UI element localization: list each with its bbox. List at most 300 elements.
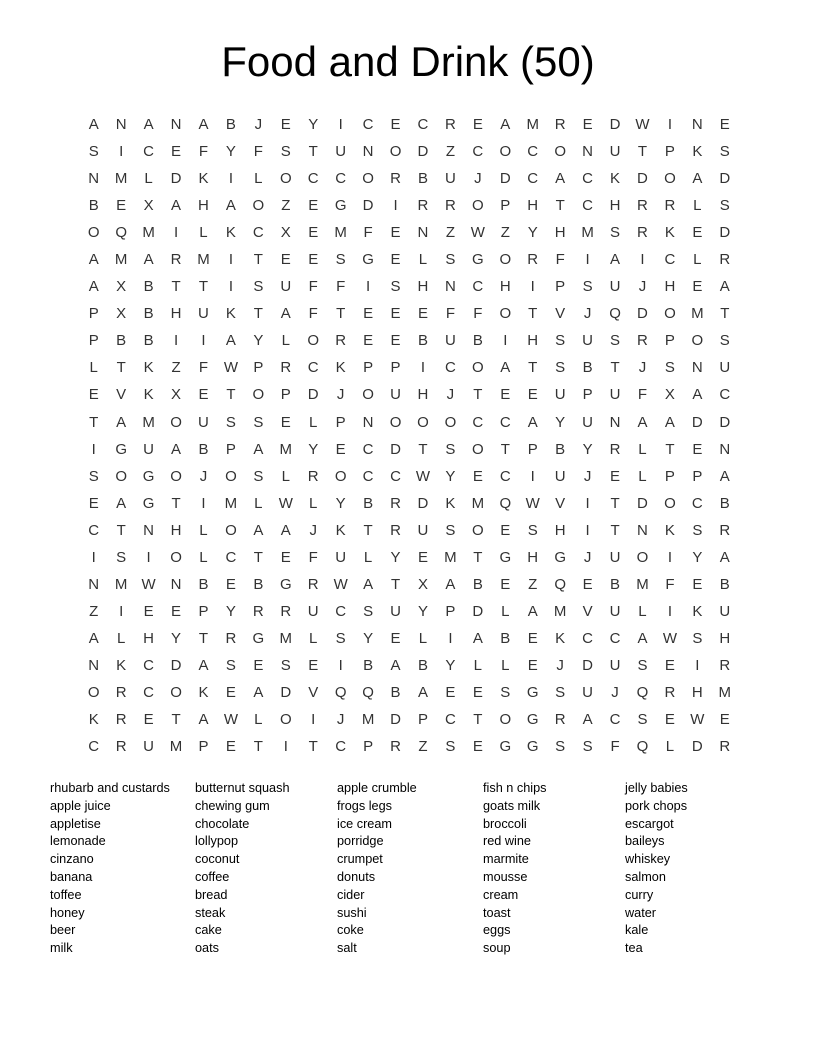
grid-cell: N [719,440,731,458]
grid-cell: J [583,467,592,485]
grid-cell: S [253,467,264,485]
grid-cell: Z [171,359,181,377]
grid-cell: U [198,413,209,431]
word-list-item: ice cream [337,816,392,831]
grid-cell: R [664,197,676,215]
grid-cell: U [307,602,319,620]
grid-cell: K [664,521,675,539]
grid-cell: O [472,359,484,377]
grid-cell: C [88,521,100,539]
grid-cell: A [143,116,154,134]
grid-cell: E [610,467,621,485]
grid-cell: G [472,251,484,269]
grid-cell: T [198,629,209,647]
grid-cell: F [665,575,675,593]
grid-cell: R [554,116,566,134]
grid-row [80,381,739,408]
grid-cell: F [308,278,318,296]
grid-cell: J [254,116,263,134]
word-list-item: marmite [483,852,529,867]
word-list-item: salt [337,941,357,956]
grid-cell: R [554,711,566,729]
grid-cell: C [362,440,374,458]
grid-cell: S [335,251,346,269]
grid-cell: S [719,143,730,161]
word-list-item: beer [50,923,76,938]
grid-cell: A [280,305,291,323]
grid-cell: E [280,548,291,566]
grid-cell: P [198,738,209,756]
grid-cell: N [637,521,648,539]
grid-cell: U [609,602,621,620]
grid-cell: X [171,386,182,404]
grid-cell: I [173,332,179,350]
grid-cell: O [225,467,237,485]
word-list-item: toast [483,905,511,920]
grid-cell: U [719,359,731,377]
grid-cell: L [116,629,126,647]
grid-cell: G [142,467,155,485]
word-list-item: rhubarb and custards [50,781,170,795]
word-list-item: lemonade [50,834,106,849]
grid-cell: P [664,332,675,350]
grid-cell: K [198,170,209,188]
grid-cell: E [719,116,730,134]
grid-cell: A [500,359,511,377]
grid-cell: A [390,656,401,674]
grid-cell: Y [582,440,593,458]
grid-cell: J [611,684,619,701]
grid-cell: L [254,494,263,512]
grid-cell: U [609,278,621,296]
grid-cell: X [417,575,428,593]
grid-cell: T [336,305,346,323]
grid-cell: R [335,332,347,350]
grid-cell: W [470,224,485,242]
grid-cell: I [283,738,288,756]
word-list [50,780,765,958]
grid-cell: H [499,278,511,296]
grid-cell: I [667,116,672,134]
grid-cell: D [390,440,401,458]
grid-cell: N [170,116,182,134]
grid-cell: L [501,602,510,620]
grid-cell: L [309,629,318,647]
grid-cell: E [390,629,401,647]
grid-cell: X [280,224,291,242]
grid-cell: R [664,684,676,701]
grid-cell: N [609,413,621,431]
grid-cell: I [119,602,124,620]
grid-cell: U [444,170,456,188]
grid-cell: M [279,440,293,458]
grid-cell: I [667,548,672,566]
grid-cell: O [170,413,182,431]
grid-cell: R [390,738,401,756]
grid-cell: R [307,467,319,485]
grid-cell: L [281,467,290,485]
grid-cell: T [418,440,428,458]
grid-cell: T [500,440,510,458]
grid-cell: A [637,629,648,647]
grid-cell: E [500,575,511,593]
grid-cell: D [637,305,648,323]
grid-cell: R [719,251,731,269]
grid-cell: J [583,305,592,323]
grid-cell: C [143,684,155,701]
grid-cell: S [664,359,675,377]
grid-cell: U [582,413,594,431]
grid-cell: Y [225,143,236,161]
grid-cell: N [115,116,127,134]
grid-cell: D [170,170,182,188]
grid-cell: P [692,467,703,485]
grid-cell: G [499,738,512,756]
grid-cell: P [527,440,538,458]
grid-cell: I [695,656,700,674]
grid-cell: I [640,251,645,269]
grid-cell: A [527,413,538,431]
grid-cell: F [637,386,648,404]
grid-cell: R [252,602,264,620]
grid-cell: Z [445,143,455,161]
grid-cell: O [691,332,704,350]
word-list-item: coffee [195,869,230,884]
grid-cell: E [500,386,511,404]
grid-cell: I [91,440,96,458]
grid-cell: U [609,656,621,674]
word-list-item: fish n chips [483,781,547,795]
grid-cell: O [664,170,676,188]
word-list-item: steak [195,905,226,920]
grid-cell: O [417,413,429,431]
grid-cell: N [444,278,456,296]
grid-cell: C [582,197,594,215]
grid-cell: Q [636,684,649,701]
grid-cell: A [527,602,538,620]
grid-cell: Z [89,602,99,620]
grid-cell: A [472,629,483,647]
grid-cell: G [526,738,539,756]
grid-cell: D [582,656,594,674]
grid-cell: C [527,170,539,188]
grid-cell: H [719,629,731,647]
grid-cell: Y [171,629,182,647]
grid-cell: T [528,305,538,323]
grid-cell: W [141,575,156,593]
grid-cell: M [114,251,128,269]
grid-cell: U [390,386,401,404]
grid-cell: T [171,711,181,729]
grid-cell: E [692,575,703,593]
grid-cell: C [390,467,401,485]
grid-cell: M [114,170,128,188]
grid-cell: A [88,116,99,134]
grid-cell: R [719,521,731,539]
word-list-item: appletise [50,816,101,831]
grid-cell: X [116,278,127,296]
grid-cell: O [170,684,182,701]
grid-cell: I [667,602,672,620]
grid-cell: O [362,170,374,188]
word-list-item: donuts [337,869,376,884]
grid-row [80,219,739,246]
grid-cell: F [336,278,346,296]
grid-cell: B [143,278,154,296]
word-list-item: coconut [195,852,240,867]
grid-cell: P [253,359,264,377]
grid-cell: K [143,359,154,377]
grid-cell: P [664,143,675,161]
grid-cell: Y [335,494,346,512]
grid-cell: O [170,467,182,485]
grid-row [80,111,739,138]
grid-cell: L [281,332,290,350]
grid-cell: L [89,359,98,377]
grid-cell: T [308,143,318,161]
grid-cell: C [582,170,594,188]
grid-cell: N [88,575,100,593]
grid-cell: S [610,224,621,242]
grid-cell: D [472,602,484,620]
grid-cell: O [115,467,127,485]
grid-cell: C [88,738,100,756]
grid-cell: M [169,738,183,756]
grid-cell: Q [115,224,127,242]
grid-cell: K [116,656,127,674]
grid-cell: T [390,575,401,593]
grid-cell: C [719,386,731,404]
grid-cell: D [417,494,429,512]
word-list-column [483,780,625,958]
grid-cell: T [363,521,373,539]
grid-cell: C [362,467,374,485]
grid-cell: O [664,305,676,323]
grid-cell: G [252,629,265,647]
grid-cell: L [638,602,647,620]
grid-cell: H [143,629,155,647]
grid-cell: N [88,656,100,674]
grid-cell: D [719,170,731,188]
grid-cell: U [582,684,594,701]
grid-cell: H [527,548,539,566]
grid-cell: S [335,629,346,647]
grid-cell: B [472,575,483,593]
grid-cell: E [308,656,319,674]
grid-cell: I [228,278,233,296]
grid-cell: K [692,143,703,161]
grid-cell: Q [554,575,566,593]
grid-cell: M [142,224,155,242]
grid-cell: V [308,684,319,701]
grid-cell: B [417,656,428,674]
grid-cell: C [472,278,484,296]
grid-cell: L [693,251,702,269]
grid-cell: M [114,575,128,593]
grid-cell: O [225,521,237,539]
grid-cell: K [335,359,346,377]
grid-cell: F [445,305,455,323]
grid-cell: G [279,575,292,593]
word-list-item: baileys [625,834,665,849]
word-list-item: cake [195,923,222,938]
grid-cell: Z [281,197,291,215]
word-list-item: escargot [625,816,674,831]
grid-cell: W [223,711,238,729]
grid-cell: C [143,143,155,161]
grid-cell: A [88,251,99,269]
grid-cell: N [143,521,155,539]
grid-cell: Y [225,602,236,620]
grid-cell: E [363,332,374,350]
grid-cell: T [665,440,675,458]
grid-cell: E [664,711,675,729]
word-list-item: banana [50,869,93,884]
grid-cell: L [199,548,208,566]
grid-cell: A [253,684,264,701]
grid-cell: T [610,494,620,512]
grid-cell: E [225,738,236,756]
word-list-item: whiskey [625,852,671,867]
grid-cell: O [499,251,512,269]
grid-cell: S [280,656,291,674]
grid-cell: T [555,197,565,215]
grid-cell: T [473,548,483,566]
grid-cell: T [528,359,538,377]
grid-cell: I [91,548,96,566]
grid-cell: E [417,305,428,323]
grid-cell: O [472,197,484,215]
grid-row [80,463,739,490]
grid-cell: U [198,305,209,323]
grid-cell: P [390,359,401,377]
grid-cell: O [252,386,265,404]
grid-cell: R [637,332,648,350]
puzzle-title: Food and Drink (50) [221,38,595,85]
grid-cell: D [609,116,621,134]
grid-cell: T [308,738,318,756]
grid-row [80,246,739,273]
grid-cell: O [499,305,512,323]
grid-cell: S [610,332,621,350]
grid-cell: O [87,684,100,701]
grid-cell: U [143,738,155,756]
grid-cell: I [119,143,124,161]
grid-cell: S [445,521,456,539]
word-list-item: chewing gum [195,798,270,813]
grid-cell: U [609,548,621,566]
grid-cell: O [334,467,347,485]
grid-cell: E [692,440,703,458]
grid-cell: I [420,359,426,377]
grid-cell: U [582,332,594,350]
grid-cell: G [362,251,374,269]
grid-cell: W [415,467,431,485]
grid-cell: O [636,548,649,566]
grid-cell: R [637,197,648,215]
word-list-item: pork chops [625,798,688,813]
grid-cell: J [309,521,317,539]
grid-cell: K [335,521,346,539]
grid-cell: C [582,629,594,647]
word-list-item: mousse [483,869,528,884]
word-list-item: water [625,905,657,920]
grid-cell: C [335,170,347,188]
grid-cell: A [88,278,99,296]
grid-cell: S [637,711,648,729]
grid-cell: Z [418,738,428,756]
grid-cell: P [417,711,428,729]
grid-cell: W [690,711,705,729]
grid-cell: F [253,143,263,161]
grid-cell: M [197,251,210,269]
grid-cell: R [390,170,401,188]
grid-cell: Y [555,413,566,431]
grid-cell: E [225,575,236,593]
wordsearch-letter-grid [80,111,739,760]
grid-cell: O [389,413,402,431]
grid-cell: A [719,548,730,566]
grid-cell: S [253,278,264,296]
grid-cell: A [582,711,593,729]
grid-cell: I [366,278,371,296]
grid-cell: P [363,359,374,377]
grid-cell: D [390,711,401,729]
grid-cell: L [199,224,208,242]
grid-cell: D [719,224,731,242]
grid-cell: S [363,602,374,620]
grid-cell: U [554,467,566,485]
grid-cell: T [198,278,209,296]
grid-cell: I [201,332,206,350]
grid-row [80,192,739,219]
grid-cell: J [446,386,455,404]
grid-cell: E [253,656,264,674]
grid-cell: I [173,224,179,242]
grid-cell: R [609,440,621,458]
grid-cell: C [472,413,484,431]
grid-cell: S [225,413,236,431]
grid-cell: A [88,629,99,647]
word-list-item: cream [483,887,519,902]
grid-cell: E [143,711,154,729]
grid-cell: U [609,143,621,161]
grid-cell: I [228,170,233,188]
grid-cell: P [500,197,511,215]
grid-row [80,138,739,165]
grid-cell: D [691,738,703,756]
word-list-item: honey [50,905,85,920]
grid-cell: A [143,251,154,269]
grid-cell: A [637,413,648,431]
grid-cell: M [224,494,238,512]
grid-cell: S [719,332,730,350]
grid-cell: C [143,656,155,674]
grid-row [80,300,739,327]
grid-cell: S [390,278,401,296]
grid-cell: E [143,602,154,620]
grid-cell: B [88,197,99,215]
word-list-column [625,780,765,958]
grid-cell: B [143,332,154,350]
grid-cell: W [278,494,293,512]
grid-cell: B [198,440,209,458]
grid-cell: E [308,197,319,215]
grid-cell: O [554,143,566,161]
grid-cell: N [691,359,703,377]
grid-cell: D [307,386,319,404]
grid-cell: I [393,197,398,215]
